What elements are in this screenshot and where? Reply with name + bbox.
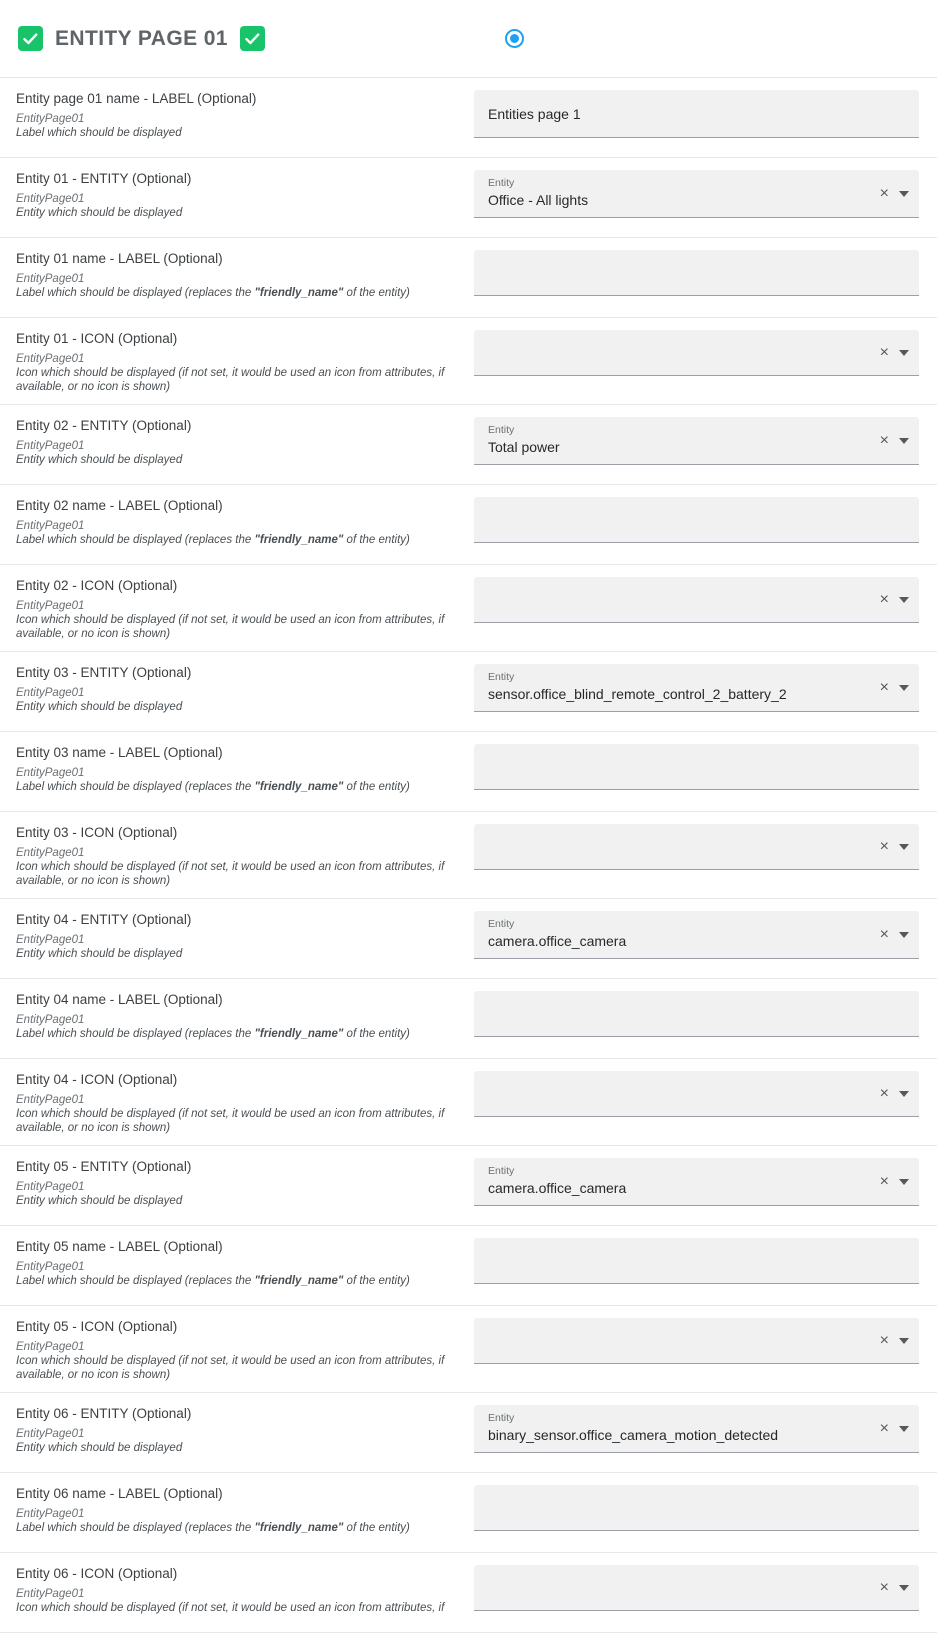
- row-key: EntityPage01: [16, 1508, 85, 1520]
- chevron-down-icon[interactable]: [899, 1091, 909, 1097]
- settings-row: [0, 565, 937, 652]
- row-title: Entity 04 name - LABEL (Optional): [16, 992, 223, 1007]
- row-key: EntityPage01: [16, 847, 85, 859]
- row-key: EntityPage01: [16, 113, 85, 125]
- row-field-block: [460, 78, 937, 157]
- header-radio-group[interactable]: [505, 29, 524, 48]
- row-key: EntityPage01: [16, 1588, 85, 1600]
- field-float-label: Entity: [488, 918, 515, 930]
- row-label-block: [0, 405, 460, 484]
- row-description: [16, 1274, 446, 1288]
- row-description-pre: Label which should be displayed (replaces the: [16, 1522, 255, 1534]
- clear-icon[interactable]: ×: [879, 925, 889, 943]
- row-title: Entity 03 - ENTITY (Optional): [16, 665, 192, 680]
- row-label-block: [0, 238, 460, 317]
- row-description-emphasis: "friendly_name": [254, 1275, 344, 1287]
- settings-row: [0, 1393, 937, 1473]
- text-input[interactable]: [474, 1238, 919, 1284]
- field-float-label: Entity: [488, 1412, 515, 1424]
- row-field-block: [460, 899, 937, 978]
- field-adornments: [880, 1580, 909, 1596]
- settings-row: [0, 899, 937, 979]
- row-field-block: [460, 485, 937, 564]
- row-title: Entity 06 name - LABEL (Optional): [16, 1486, 223, 1501]
- clear-icon[interactable]: ×: [879, 1172, 889, 1190]
- settings-row: [0, 405, 937, 485]
- field-value[interactable]: binary_sensor.office_camera_motion_detected: [488, 1427, 779, 1443]
- row-label-block: [0, 979, 460, 1058]
- clear-icon[interactable]: ×: [879, 431, 889, 449]
- row-field-block: [460, 652, 937, 731]
- row-field-block: [460, 405, 937, 484]
- row-field-block: [460, 1553, 937, 1632]
- field-value[interactable]: Total power: [488, 439, 560, 455]
- row-title: Entity 06 - ICON (Optional): [16, 1566, 178, 1581]
- row-label-block: [0, 158, 460, 237]
- row-key: EntityPage01: [16, 440, 85, 452]
- row-description: Entity which should be displayed: [16, 454, 183, 466]
- row-description-emphasis: "friendly_name": [254, 1028, 344, 1040]
- row-description-emphasis: "friendly_name": [254, 287, 344, 299]
- entity-select[interactable]: [474, 577, 919, 623]
- chevron-down-icon[interactable]: [899, 1338, 909, 1344]
- row-label-block: [0, 485, 460, 564]
- row-field-block: [460, 565, 937, 651]
- entity-select[interactable]: [474, 824, 919, 870]
- row-description: Icon which should be displayed (if not set, it would be used an icon from attributes, if available, or no icon is shown): [16, 367, 445, 393]
- row-description: Icon which should be displayed (if not set, it would be used an icon from attributes, if available, or no icon is shown): [16, 614, 445, 640]
- text-input[interactable]: [474, 497, 919, 543]
- row-title: Entity 05 - ICON (Optional): [16, 1319, 178, 1334]
- row-field-block: [460, 238, 937, 317]
- page-header: [0, 0, 937, 78]
- row-description: [16, 286, 446, 300]
- field-adornments: [880, 927, 909, 943]
- row-title: Entity 06 - ENTITY (Optional): [16, 1406, 192, 1421]
- row-label-block: [0, 812, 460, 898]
- row-title: Entity 01 name - LABEL (Optional): [16, 251, 223, 266]
- radio-selected-icon[interactable]: [505, 29, 524, 48]
- chevron-down-icon[interactable]: [899, 685, 909, 691]
- field-adornments: [880, 1174, 909, 1190]
- text-input[interactable]: [474, 991, 919, 1037]
- row-label-block: [0, 78, 460, 157]
- chevron-down-icon[interactable]: [899, 844, 909, 850]
- row-description-post: of the entity): [343, 1028, 410, 1040]
- row-description: [16, 1027, 446, 1041]
- row-field-block: [460, 1393, 937, 1472]
- row-key: EntityPage01: [16, 1014, 85, 1026]
- entity-select[interactable]: [474, 1405, 919, 1453]
- field-value[interactable]: Entities page 1: [488, 105, 581, 122]
- row-title: Entity 02 - ICON (Optional): [16, 578, 178, 593]
- row-field-block: [460, 1146, 937, 1225]
- chevron-down-icon[interactable]: [899, 1426, 909, 1432]
- text-input[interactable]: [474, 90, 919, 138]
- settings-row: [0, 485, 937, 565]
- field-adornments: [880, 592, 909, 608]
- row-key: EntityPage01: [16, 1261, 85, 1273]
- settings-row: [0, 1553, 937, 1633]
- field-float-label: Entity: [488, 424, 515, 436]
- clear-icon[interactable]: ×: [879, 184, 889, 202]
- row-description: Icon which should be displayed (if not set, it would be used an icon from attributes, if available, or no icon is shown): [16, 861, 445, 887]
- row-key: EntityPage01: [16, 687, 85, 699]
- row-label-block: [0, 1473, 460, 1552]
- field-adornments: [880, 839, 909, 855]
- row-label-block: [0, 899, 460, 978]
- field-adornments: [880, 680, 909, 696]
- field-value[interactable]: sensor.office_blind_remote_control_2_battery_2: [488, 686, 787, 702]
- row-description-emphasis: "friendly_name": [254, 1522, 344, 1534]
- row-key: EntityPage01: [16, 934, 85, 946]
- text-input[interactable]: [474, 744, 919, 790]
- clear-icon[interactable]: ×: [879, 1419, 889, 1437]
- field-float-label: Entity: [488, 1165, 515, 1177]
- clear-icon[interactable]: ×: [879, 837, 889, 855]
- clear-icon[interactable]: ×: [879, 1084, 889, 1102]
- row-title: Entity 01 - ICON (Optional): [16, 331, 178, 346]
- page-title: ENTITY PAGE 01: [55, 26, 228, 50]
- row-description-pre: Label which should be displayed (replaces the: [16, 534, 255, 546]
- row-title: Entity 05 name - LABEL (Optional): [16, 1239, 223, 1254]
- clear-icon[interactable]: ×: [879, 590, 889, 608]
- chevron-down-icon[interactable]: [899, 191, 909, 197]
- settings-row: [0, 1059, 937, 1146]
- chevron-down-icon[interactable]: [899, 438, 909, 444]
- row-description: Icon which should be displayed (if not set, it would be used an icon from attributes, if available, or no icon is shown): [16, 1355, 445, 1381]
- row-field-block: [460, 1473, 937, 1552]
- row-field-block: [460, 1226, 937, 1305]
- row-key: EntityPage01: [16, 1094, 85, 1106]
- settings-row: [0, 652, 937, 732]
- field-adornments: [880, 433, 909, 449]
- row-field-block: [460, 1306, 937, 1392]
- text-input[interactable]: [474, 250, 919, 296]
- clear-icon[interactable]: ×: [879, 343, 889, 361]
- row-description-pre: Label which should be displayed (replaces the: [16, 287, 255, 299]
- field-value[interactable]: camera.office_camera: [488, 1180, 627, 1196]
- field-float-label: Entity: [488, 177, 515, 189]
- row-title: Entity page 01 name - LABEL (Optional): [16, 91, 257, 106]
- header-checkbox-right[interactable]: [240, 26, 265, 51]
- row-field-block: [460, 1059, 937, 1145]
- row-description-emphasis: "friendly_name": [254, 781, 344, 793]
- chevron-down-icon[interactable]: [899, 932, 909, 938]
- settings-rows: [0, 78, 937, 1633]
- row-description: Entity which should be displayed: [16, 1195, 183, 1207]
- field-adornments: [880, 345, 909, 361]
- row-description: [16, 533, 446, 547]
- row-key: EntityPage01: [16, 353, 85, 365]
- settings-row: [0, 78, 937, 158]
- settings-row: [0, 1226, 937, 1306]
- row-label-block: [0, 565, 460, 651]
- row-description-post: of the entity): [343, 1522, 410, 1534]
- row-label-block: [0, 318, 460, 404]
- row-label-block: [0, 652, 460, 731]
- field-adornments: [880, 186, 909, 202]
- field-adornments: [880, 1421, 909, 1437]
- field-value[interactable]: camera.office_camera: [488, 933, 627, 949]
- row-title: Entity 05 - ENTITY (Optional): [16, 1159, 192, 1174]
- entity-select[interactable]: [474, 664, 919, 712]
- row-description: Label which should be displayed: [16, 127, 182, 139]
- row-label-block: [0, 1226, 460, 1305]
- row-field-block: [460, 979, 937, 1058]
- row-description: [16, 1521, 446, 1535]
- clear-icon[interactable]: ×: [879, 1578, 889, 1596]
- settings-row: [0, 1306, 937, 1393]
- entity-select[interactable]: [474, 330, 919, 376]
- entity-select[interactable]: [474, 417, 919, 465]
- entity-select[interactable]: [474, 911, 919, 959]
- chevron-down-icon[interactable]: [899, 597, 909, 603]
- field-value[interactable]: Office - All lights: [488, 192, 589, 208]
- row-key: EntityPage01: [16, 193, 85, 205]
- entity-select[interactable]: [474, 1565, 919, 1611]
- row-label-block: [0, 1393, 460, 1472]
- row-title: Entity 03 name - LABEL (Optional): [16, 745, 223, 760]
- row-description-post: of the entity): [343, 781, 410, 793]
- row-description-pre: Label which should be displayed (replaces the: [16, 1275, 255, 1287]
- row-field-block: [460, 732, 937, 811]
- header-checkbox-left[interactable]: [18, 26, 43, 51]
- row-description: Entity which should be displayed: [16, 701, 183, 713]
- row-title: Entity 02 - ENTITY (Optional): [16, 418, 192, 433]
- row-field-block: [460, 158, 937, 237]
- row-title: Entity 04 - ICON (Optional): [16, 1072, 178, 1087]
- row-key: EntityPage01: [16, 1341, 85, 1353]
- row-description: Icon which should be displayed (if not set, it would be used an icon from attributes, if: [16, 1602, 445, 1614]
- settings-row: [0, 732, 937, 812]
- row-key: EntityPage01: [16, 520, 85, 532]
- row-description-emphasis: "friendly_name": [254, 534, 344, 546]
- settings-row: [0, 1146, 937, 1226]
- row-description-post: of the entity): [343, 534, 410, 546]
- field-float-label: Entity: [488, 671, 515, 683]
- row-description: [16, 780, 446, 794]
- row-label-block: [0, 1146, 460, 1225]
- row-description-pre: Label which should be displayed (replaces the: [16, 1028, 255, 1040]
- entity-select[interactable]: [474, 1158, 919, 1206]
- chevron-down-icon[interactable]: [899, 350, 909, 356]
- row-description-post: of the entity): [343, 287, 410, 299]
- row-key: EntityPage01: [16, 273, 85, 285]
- settings-row: [0, 812, 937, 899]
- row-description: Entity which should be displayed: [16, 1442, 183, 1454]
- row-title: Entity 01 - ENTITY (Optional): [16, 171, 192, 186]
- row-field-block: [460, 812, 937, 898]
- row-label-block: [0, 1553, 460, 1632]
- row-description: Entity which should be displayed: [16, 207, 183, 219]
- row-field-block: [460, 318, 937, 404]
- field-adornments: [880, 1086, 909, 1102]
- row-label-block: [0, 1059, 460, 1145]
- row-label-block: [0, 732, 460, 811]
- row-title: Entity 03 - ICON (Optional): [16, 825, 178, 840]
- chevron-down-icon[interactable]: [899, 1585, 909, 1591]
- chevron-down-icon[interactable]: [899, 1179, 909, 1185]
- row-key: EntityPage01: [16, 1428, 85, 1440]
- row-title: Entity 02 name - LABEL (Optional): [16, 498, 223, 513]
- entity-select[interactable]: [474, 170, 919, 218]
- row-description: Entity which should be displayed: [16, 948, 183, 960]
- row-title: Entity 04 - ENTITY (Optional): [16, 912, 192, 927]
- row-description-post: of the entity): [343, 1275, 410, 1287]
- row-key: EntityPage01: [16, 1181, 85, 1193]
- settings-row: [0, 318, 937, 405]
- row-key: EntityPage01: [16, 767, 85, 779]
- entity-select[interactable]: [474, 1071, 919, 1117]
- text-input[interactable]: [474, 1485, 919, 1531]
- clear-icon[interactable]: ×: [879, 678, 889, 696]
- row-description-pre: Label which should be displayed (replaces the: [16, 781, 255, 793]
- entity-select[interactable]: [474, 1318, 919, 1364]
- field-adornments: [880, 1333, 909, 1349]
- row-key: EntityPage01: [16, 600, 85, 612]
- settings-row: [0, 158, 937, 238]
- settings-row: [0, 238, 937, 318]
- settings-row: [0, 979, 937, 1059]
- row-label-block: [0, 1306, 460, 1392]
- clear-icon[interactable]: ×: [879, 1331, 889, 1349]
- settings-row: [0, 1473, 937, 1553]
- row-description: Icon which should be displayed (if not set, it would be used an icon from attributes, if available, or no icon is shown): [16, 1108, 445, 1134]
